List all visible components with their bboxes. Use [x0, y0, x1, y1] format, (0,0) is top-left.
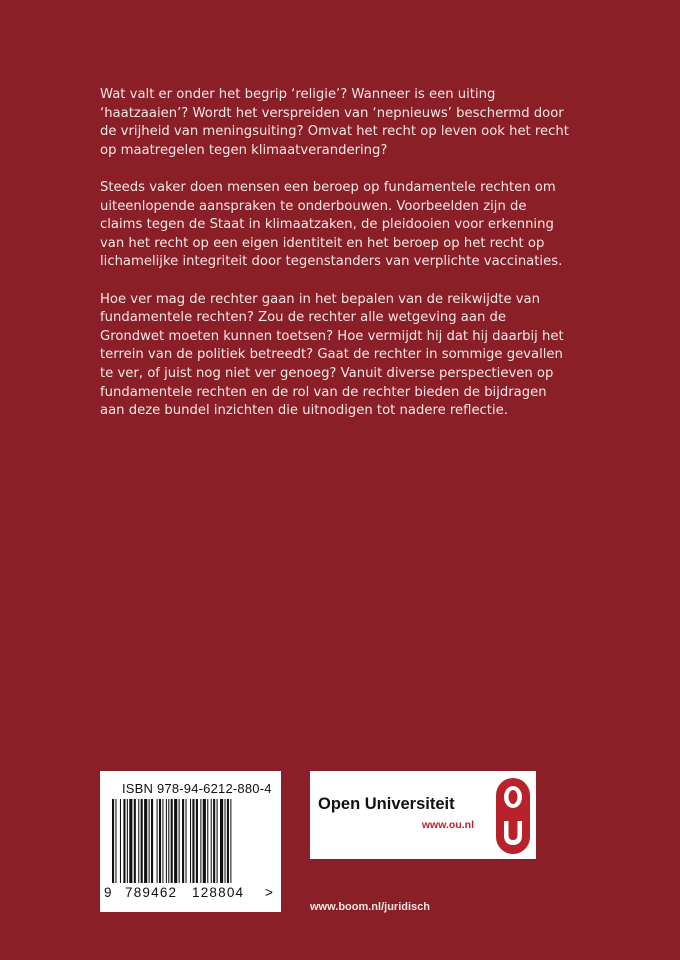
- barcode-digit-first: 9: [104, 885, 112, 900]
- publisher-logo-panel: [310, 771, 536, 859]
- back-cover-blurb: [100, 86, 570, 439]
- barcode-arrow: >: [265, 885, 273, 900]
- barcode-bar: [168, 799, 169, 883]
- blurb-paragraph-1: Wat valt er onder het begrip ‘religie’? Wanneer is een uiting ‘haatzaaien’? Wordt het verspreiden van ‘nepnieuws’ beschermd door de vrijheid van meningsuiting? Omvat het recht op leven ook het recht op maatregelen tegen klimaatverandering?: [100, 87, 569, 158]
- barcode-bar: [190, 799, 191, 883]
- blurb-paragraph-2: Steeds vaker doen mensen een beroep op fundamentele rechten om uiteenlopende aanspraken te onderbouwen. Voorbeelden zijn de claims tegen de Staat in klimaatzaken, de pleidooien voor erkenning van het recht op een eigen identiteit en het beroep op het recht op lichamelijke integriteit door tegenstanders van verplichte vaccinaties.: [100, 179, 563, 270]
- barcode-bar: [207, 799, 208, 883]
- barcode-bar: [127, 799, 128, 883]
- barcode-bar: [123, 799, 125, 883]
- barcode-bar: [217, 799, 218, 883]
- barcode-bar: [157, 799, 158, 883]
- barcode-bar: [159, 799, 161, 883]
- barcode-bar: [162, 799, 163, 883]
- barcode-bar: [166, 799, 167, 883]
- barcode-digits: [100, 885, 281, 905]
- barcode-bar: [179, 799, 180, 883]
- barcode-bar: [186, 799, 187, 883]
- barcode-bar: [213, 799, 215, 883]
- barcode-bar: [171, 799, 173, 883]
- barcode-bar: [138, 799, 139, 883]
- barcode-bar: [112, 799, 114, 883]
- barcode-bar: [144, 799, 147, 883]
- barcode-bar: [230, 799, 231, 883]
- barcode-bar: [192, 799, 194, 883]
- blurb-paragraph-3: Hoe ver mag de rechter gaan in het bepalen van de reikwijdte van fundamentele rechten? Zou de rechter alle wetgeving aan de Grondwet moeten kunnen toetsen? Hoe vermijdt hij dat hij daarbij het terrein van de politiek betreedt? Gaat de rechter in sommige gevallen te ver, of juist nog niet ver genoeg? Vanuit diverse perspectieven op fundamentele rechten en de rol van de rechter bieden de bijdragen aan deze bundel inzichten die uitnodigen tot nadere reflectie.: [100, 291, 564, 419]
- ou-logo-icon: [495, 777, 531, 855]
- barcode-bar: [211, 799, 212, 883]
- barcode-bar: [141, 799, 143, 883]
- publisher-url[interactable]: www.ou.nl: [421, 819, 474, 831]
- isbn-label: ISBN 978-94-6212-880-4: [122, 781, 272, 796]
- barcode-bar: [227, 799, 229, 883]
- barcode-bar: [220, 799, 223, 883]
- barcode-bar: [174, 799, 177, 883]
- barcode-bar: [200, 799, 201, 883]
- barcode-bar: [196, 799, 198, 883]
- isbn-barcode: [100, 771, 281, 912]
- barcode-bar: [149, 799, 150, 883]
- barcode-bar: [129, 799, 132, 883]
- footer-url[interactable]: www.boom.nl/juridisch: [310, 901, 430, 913]
- barcode-bar: [115, 799, 116, 883]
- barcode-bar: [225, 799, 226, 883]
- barcode-bar: [182, 799, 184, 883]
- barcode-digits-right: 128804: [192, 885, 245, 900]
- barcode-digits-left: 789462: [125, 885, 178, 900]
- publisher-name: Open Universiteit: [318, 795, 455, 813]
- barcode-bars: [110, 799, 270, 885]
- barcode-bar: [151, 799, 153, 883]
- barcode-bar: [134, 799, 136, 883]
- barcode-bar: [120, 799, 121, 883]
- barcode-bar: [203, 799, 206, 883]
